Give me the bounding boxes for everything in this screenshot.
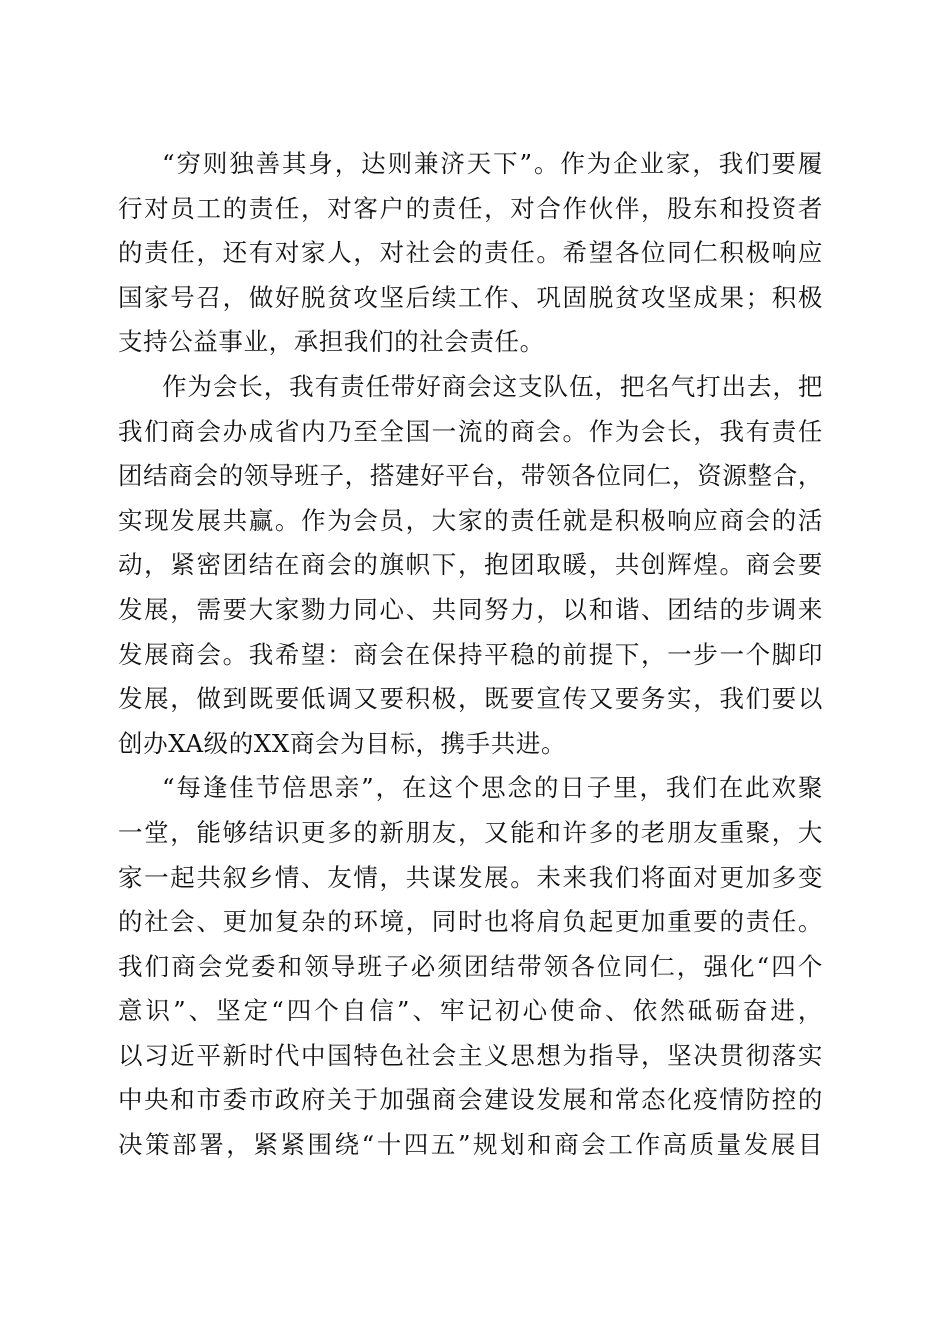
body-text (118, 142, 823, 1168)
text-line: 作为会长，我有责任带好商会这支队伍，把名气打出去，把 (162, 371, 823, 401)
text-line: 团结商会的领导班子，搭建好平台，带领各位同仁，资源整合， (118, 461, 823, 491)
text-line: 国家号召，做好脱贫攻坚后续工作、巩固脱贫攻坚成果；积极 (118, 282, 823, 312)
text-line: “每逢佳节倍思亲”，在这个思念的日子里，我们在此欢聚 (162, 773, 823, 803)
text-line: “穷则独善其身，达则兼济天下”。作为企业家，我们要履 (162, 149, 823, 178)
text-line: 一堂，能够结识更多的新朋友，又能和许多的老朋友重聚，大 (118, 817, 823, 847)
text-line: 实现发展共赢。作为会员，大家的责任就是积极响应商会的活 (118, 505, 823, 535)
text-line: 行对员工的责任，对客户的责任，对合作伙伴，股东和投资者 (118, 193, 823, 223)
text-line: 家一起共叙乡情、友情，共谋发展。未来我们将面对更加多变 (118, 862, 823, 892)
text-line: 创办XA级的XX商会为目标，携手共进。 (118, 728, 567, 758)
text-line: 发展，需要大家勠力同心、共同努力，以和谐、团结的步调来 (118, 594, 823, 624)
paragraph-1 (118, 142, 823, 365)
text-line: 动，紧密团结在商会的旗帜下，抱团取暖，共创辉煌。商会要 (118, 550, 823, 580)
text-line: 意识”、坚定“四个自信”、牢记初心使命、依然砥砺奋进， (118, 996, 823, 1026)
text-line: 以习近平新时代中国特色社会主义思想为指导，坚决贯彻落实 (118, 1040, 823, 1070)
text-line: 我们商会党委和领导班子必须团结带领各位同仁，强化“四个 (118, 951, 823, 981)
text-line: 支持公益事业，承担我们的社会责任。 (118, 327, 545, 357)
paragraph-2 (118, 365, 823, 766)
text-line: 发展商会。我希望：商会在保持平稳的前提下，一步一个脚印 (118, 639, 823, 669)
text-line: 的责任，还有对家人，对社会的责任。希望各位同仁积极响应 (118, 238, 823, 268)
text-line: 我们商会办成省内乃至全国一流的商会。作为会长，我有责任 (118, 416, 823, 446)
paragraph-3 (118, 766, 823, 1167)
text-line: 的社会、更加复杂的环境，同时也将肩负起更加重要的责任。 (118, 907, 823, 937)
text-line: 中央和市委市政府关于加强商会建设发展和常态化疫情防控的 (118, 1085, 823, 1115)
text-line: 发展，做到既要低调又要积极，既要宣传又要务实，我们要以 (118, 684, 823, 714)
text-line: 决策部署，紧紧围绕“十四五”规划和商会工作高质量发展目 (118, 1130, 823, 1160)
